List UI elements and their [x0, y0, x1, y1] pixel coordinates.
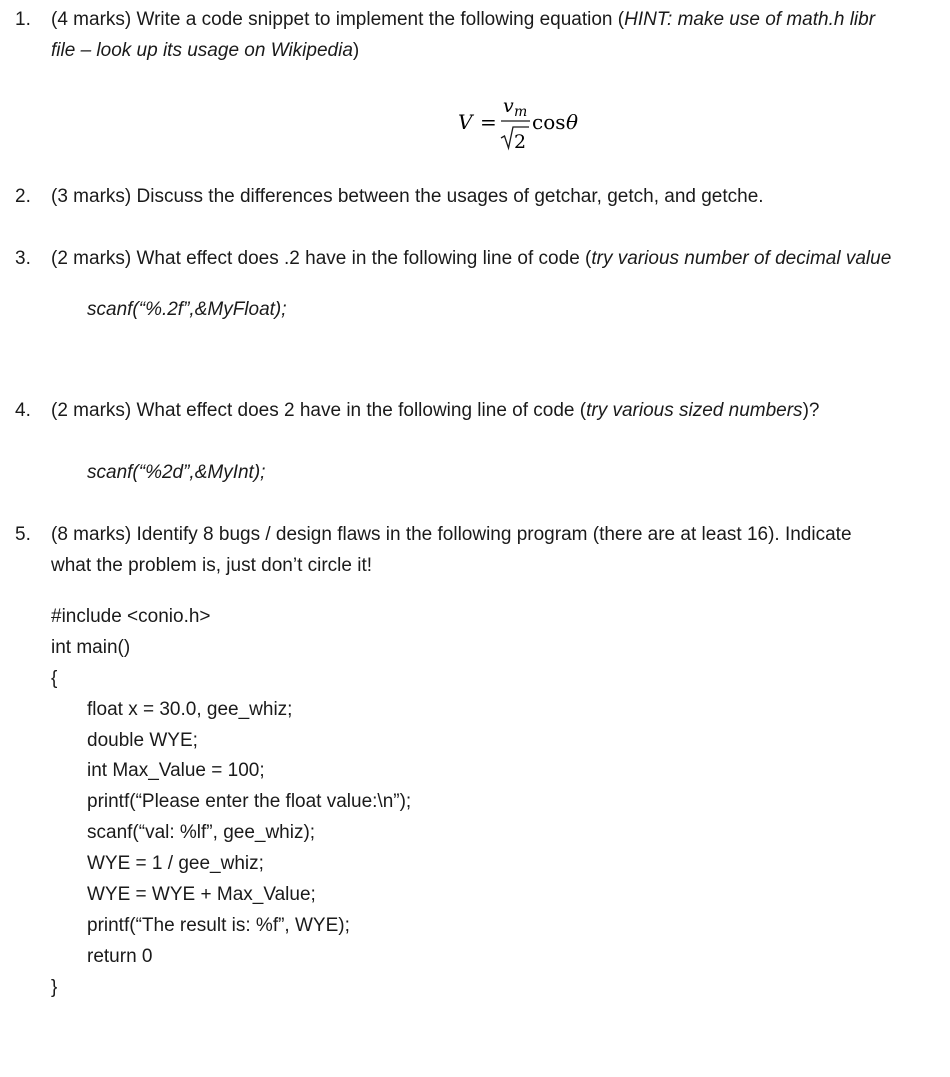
equation-argument: θ	[566, 110, 579, 134]
question-1-line-2	[51, 39, 359, 63]
question-3-hint: try various number of decimal value	[591, 248, 892, 269]
question-3-code: scanf(“%.2f”,&MyFloat);	[87, 299, 287, 320]
equation-numerator: v	[503, 95, 514, 117]
equation	[456, 92, 596, 156]
question-3-line-1	[51, 247, 891, 271]
question-3-lead: (2 marks) What effect does .2 have in the following line of code (	[51, 248, 592, 269]
code-line: #include <conio.h>	[51, 606, 211, 627]
question-1-line-1	[51, 8, 875, 32]
question-5-number: 5.	[15, 524, 31, 545]
question-4-number: 4.	[15, 400, 31, 421]
code-line: {	[51, 668, 58, 689]
question-4-lead: (2 marks) What effect does 2 have in the following line of code (	[51, 400, 587, 421]
code-line: int Max_Value = 100;	[87, 760, 265, 781]
code-line: WYE = 1 / gee_whiz;	[87, 853, 264, 874]
code-line: }	[51, 977, 58, 998]
code-line: WYE = WYE + Max_Value;	[87, 884, 316, 905]
question-4-line-1	[51, 399, 819, 423]
equation-equals: =	[480, 110, 497, 134]
question-1-hint: HINT: make use of math.h libr	[624, 9, 876, 30]
equation-lhs: V	[458, 110, 473, 134]
question-4-hint: try various sized numbers	[586, 400, 803, 421]
code-line: double WYE;	[87, 730, 198, 751]
equation-denominator: 2	[514, 131, 527, 153]
code-line: printf(“Please enter the float value:\n”);	[87, 791, 412, 812]
code-line: int main()	[51, 637, 131, 658]
question-4-tail: )?	[802, 400, 820, 421]
code-line: scanf(“val: %lf”, gee_whiz);	[87, 822, 316, 843]
question-1-lead: (4 marks) Write a code snippet to implement the following equation (	[51, 9, 625, 30]
question-1-number: 1.	[15, 9, 31, 30]
code-line: return 0	[87, 946, 153, 967]
question-2-text: (3 marks) Discuss the differences between the usages of getchar, getch, and getche.	[51, 186, 764, 207]
question-4-code: scanf(“%2d”,&MyInt);	[87, 462, 266, 483]
code-line: printf(“The result is: %f”, WYE);	[87, 915, 350, 936]
question-1-hint-continued: file – look up its usage on Wikipedia	[51, 40, 353, 61]
question-1-closing-paren: )	[352, 40, 360, 61]
equation-function: cos	[532, 110, 566, 134]
question-5-line-2: what the problem is, just don’t circle it!	[51, 555, 373, 576]
code-line: float x = 30.0, gee_whiz;	[87, 699, 293, 720]
question-5-line-1: (8 marks) Identify 8 bugs / design flaws in the following program (there are at least 16). Indicate	[51, 524, 852, 545]
question-3-number: 3.	[15, 248, 31, 269]
question-2-number: 2.	[15, 186, 31, 207]
equation-numerator-subscript: m	[514, 104, 528, 120]
